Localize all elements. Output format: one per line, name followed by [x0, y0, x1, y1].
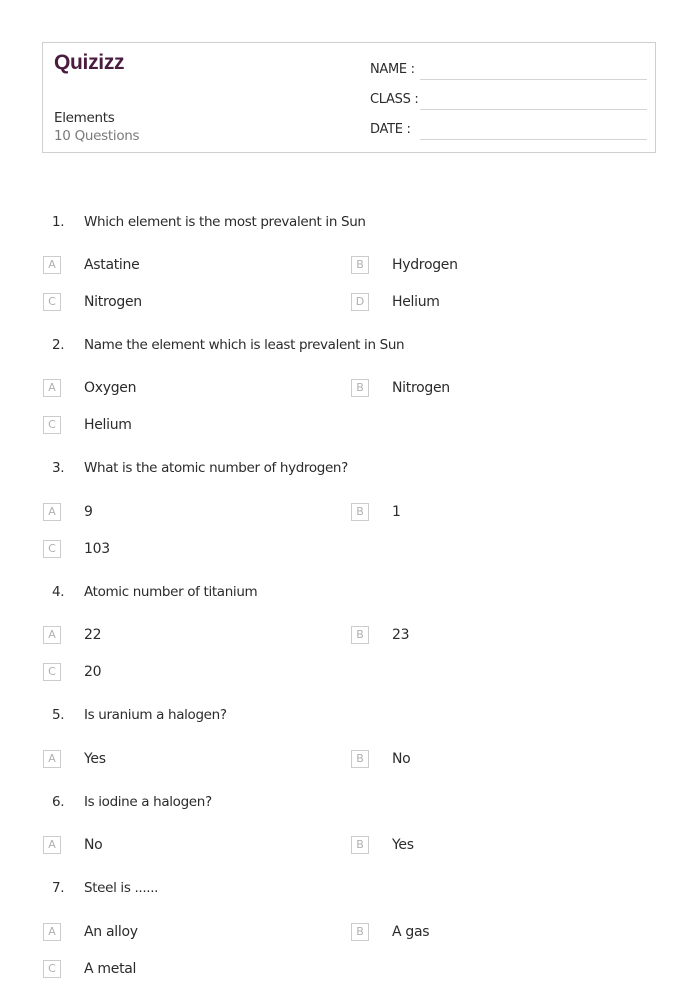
option-text: 103 — [84, 541, 110, 557]
option-text: Nitrogen — [392, 380, 450, 396]
question-number: 3. — [52, 460, 65, 476]
option-letter-box: B — [351, 503, 369, 521]
name-line — [420, 79, 647, 80]
option-letter-box: B — [351, 379, 369, 397]
option-text: 22 — [84, 627, 102, 643]
option-text: Helium — [84, 417, 132, 433]
question-number: 4. — [52, 584, 65, 600]
option-letter-box: B — [351, 256, 369, 274]
option-letter-box: A — [43, 836, 61, 854]
option-text: 1 — [392, 504, 401, 520]
option-text: Yes — [392, 837, 414, 853]
question-text: Is uranium a halogen? — [84, 707, 227, 723]
date-label: DATE : — [370, 122, 411, 137]
date-field[interactable] — [370, 122, 647, 142]
option-text: An alloy — [84, 924, 138, 940]
question-text: Is iodine a halogen? — [84, 794, 212, 810]
option-letter-box: C — [43, 540, 61, 558]
quizizz-logo: Quizizz — [54, 51, 125, 74]
name-field[interactable] — [370, 62, 647, 82]
option-text: A metal — [84, 961, 137, 977]
option-letter-box: C — [43, 960, 61, 978]
option-text: No — [392, 751, 411, 767]
question-text: Atomic number of titanium — [84, 584, 258, 600]
option-text: Nitrogen — [84, 294, 142, 310]
name-label: NAME : — [370, 62, 415, 77]
option-letter-box: C — [43, 663, 61, 681]
option-letter-box: B — [351, 750, 369, 768]
option-text: Oxygen — [84, 380, 137, 396]
option-letter-box: A — [43, 626, 61, 644]
option-text: A gas — [392, 924, 430, 940]
option-letter-box: B — [351, 626, 369, 644]
worksheet-header — [42, 42, 656, 153]
class-field[interactable] — [370, 92, 647, 112]
question-text: Which element is the most prevalent in Sun — [84, 214, 366, 230]
option-text: Yes — [84, 751, 106, 767]
option-text: Astatine — [84, 257, 140, 273]
option-text: Helium — [392, 294, 440, 310]
question-number: 5. — [52, 707, 65, 723]
option-letter-box: B — [351, 836, 369, 854]
option-text: 20 — [84, 664, 102, 680]
option-letter-box: B — [351, 923, 369, 941]
class-label: CLASS : — [370, 92, 419, 107]
question-number: 1. — [52, 214, 65, 230]
class-line — [420, 109, 647, 110]
question-text: Name the element which is least prevalent in Sun — [84, 337, 405, 353]
option-letter-box: C — [43, 293, 61, 311]
option-text: Hydrogen — [392, 257, 458, 273]
option-text: 23 — [392, 627, 410, 643]
option-letter-box: A — [43, 503, 61, 521]
option-letter-box: A — [43, 923, 61, 941]
option-letter-box: A — [43, 379, 61, 397]
option-letter-box: A — [43, 750, 61, 768]
question-text: What is the atomic number of hydrogen? — [84, 460, 348, 476]
option-text: No — [84, 837, 103, 853]
date-line — [420, 139, 647, 140]
option-text: 9 — [84, 504, 93, 520]
option-letter-box: A — [43, 256, 61, 274]
option-letter-box: C — [43, 416, 61, 434]
question-count: 10 Questions — [54, 128, 140, 144]
question-number: 6. — [52, 794, 65, 810]
question-number: 2. — [52, 337, 65, 353]
option-letter-box: D — [351, 293, 369, 311]
question-number: 7. — [52, 880, 65, 896]
question-text: Steel is ...... — [84, 880, 159, 896]
worksheet-title: Elements — [54, 110, 115, 126]
